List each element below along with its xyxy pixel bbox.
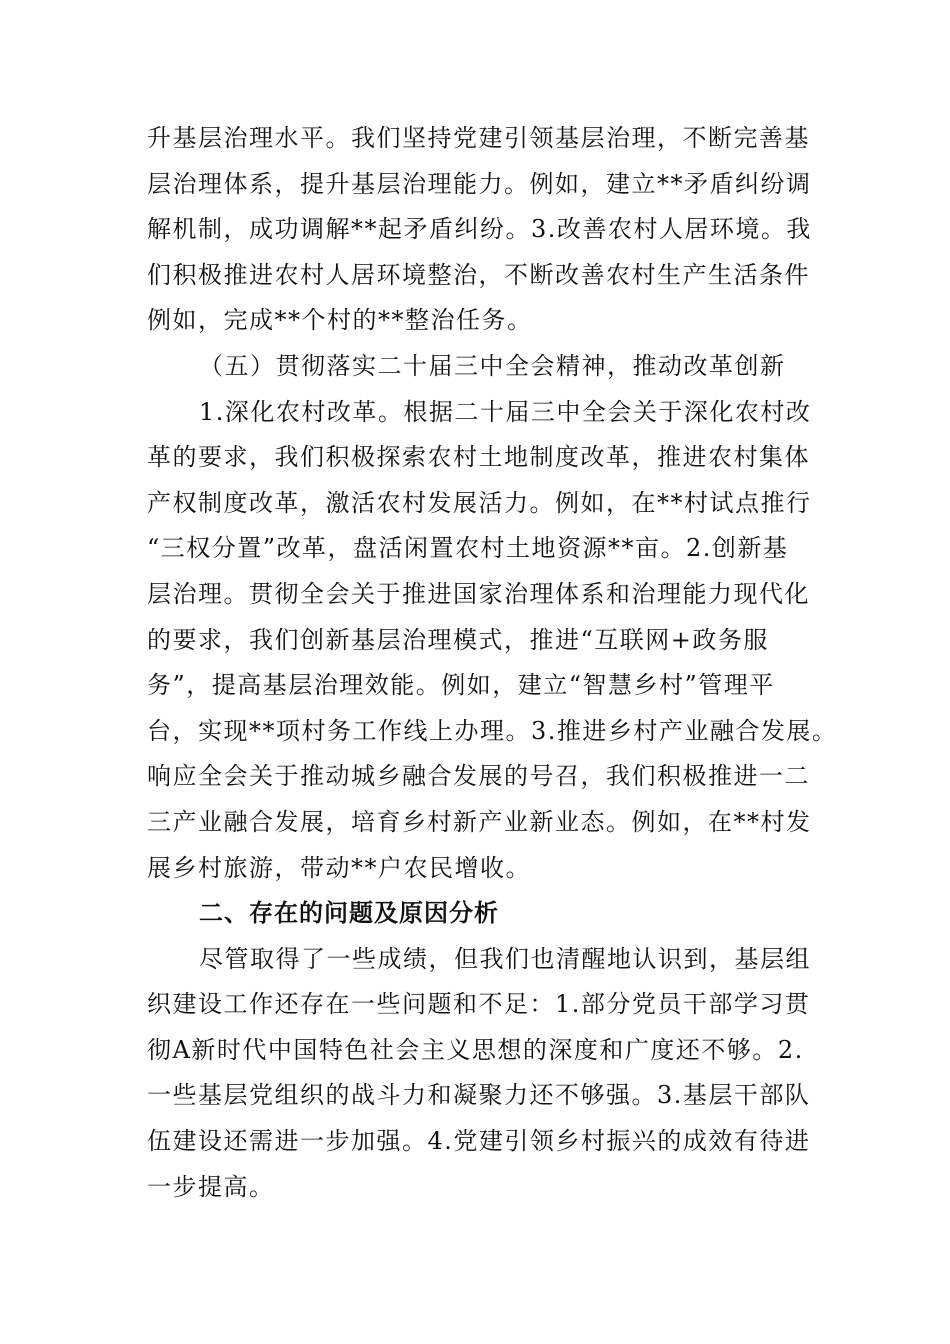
paragraph-line: 例如，完成**个村的**整治任务。	[147, 306, 533, 335]
paragraph-line: 彻A新时代中国特色社会主义思想的深度和广度还不够。2.	[147, 1035, 804, 1064]
paragraph-line: 织建设工作还存在一些问题和不足：1.部分党员干部学习贯	[147, 990, 811, 1019]
paragraph-line: 务”，提高基层治理效能。例如，建立“智慧乡村”管理平	[147, 671, 775, 700]
paragraph-line: 台，实现**项村务工作线上办理。3.推进乡村产业融合发展。	[147, 716, 838, 745]
document-body	[147, 116, 838, 1210]
paragraph-line: 升基层治理水平。我们坚持党建引领基层治理，不断完善基	[147, 124, 810, 152]
section-heading: 二、存在的问题及原因分析	[199, 899, 499, 928]
paragraph-line: 一步提高。	[147, 1172, 275, 1201]
paragraph-line: 产权制度改革，激活农村发展活力。例如，在**村试点推行	[147, 488, 812, 517]
paragraph-line: 响应全会关于推动城乡融合发展的号召，我们积极推进一二	[147, 762, 810, 791]
paragraph-line: 解机制，成功调解**起矛盾纠纷。3.改善农村人居环境。我	[147, 215, 812, 244]
paragraph-line: 的要求，我们创新基层治理模式，推进“互联网+政务服	[147, 625, 769, 654]
paragraph-line: “三权分置”改革，盘活闲置农村土地资源**亩。2.创新基	[147, 534, 789, 563]
paragraph-line: 们积极推进农村人居环境整治，不断改善农村生产生活条件	[147, 260, 810, 289]
subheading-five: （五）贯彻落实二十届三中全会精神，推动改革创新	[199, 351, 786, 380]
paragraph-line: 层治理。贯彻全会关于推进国家治理体系和治理能力现代化	[147, 579, 810, 608]
paragraph-line: 展乡村旅游，带动**户农民增收。	[147, 853, 531, 882]
paragraph-line: 伍建设还需进一步加强。4.党建引领乡村振兴的成效有待进	[147, 1127, 811, 1156]
paragraph-line: 尽管取得了一些成绩，但我们也清醒地认识到，基层组	[199, 944, 811, 973]
paragraph-line: 革的要求，我们积极探索农村土地制度改革，推进农村集体	[147, 443, 810, 472]
paragraph-line: 层治理体系，提升基层治理能力。例如，建立**矛盾纠纷调	[147, 169, 812, 198]
paragraph-line: 一些基层党组织的战斗力和凝聚力还不够强。3.基层干部队	[147, 1081, 811, 1110]
paragraph-line: 三产业融合发展，培育乡村新产业新业态。例如，在**村发	[147, 807, 812, 836]
paragraph-line: 1.深化农村改革。根据二十届三中全会关于深化农村改	[199, 397, 812, 426]
